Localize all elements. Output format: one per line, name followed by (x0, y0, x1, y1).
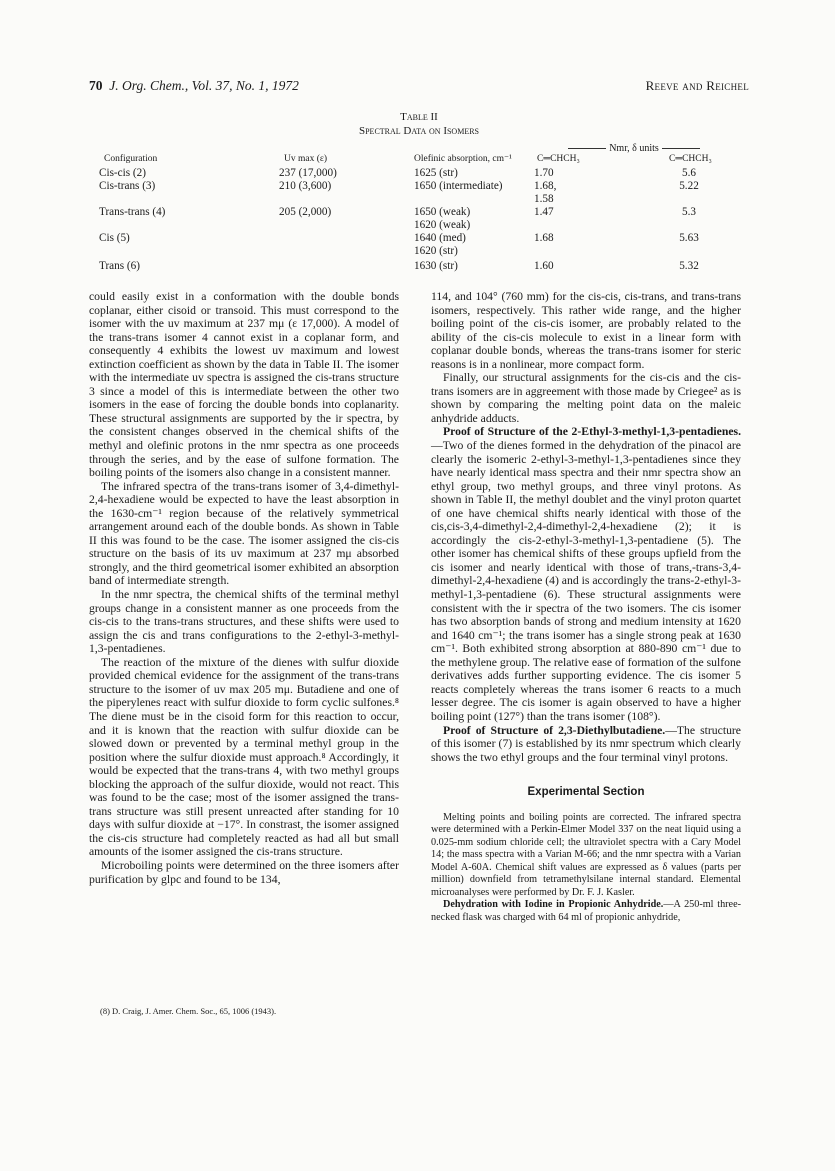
paragraph-text: —Two of the dienes formed in the dehydration of the pinacol are clearly the isomeric 2-ethyl-3-methyl-1,3-pentadienes since they have nearly identical mass spectra and their nmr spectra show an ethyl group, two methyl groups, and three vinyl protons. As shown in Table II, the methyl doublet and the vinyl proton quartet of one have chemical shifts nearly identical with those of the cis,cis-3,4-dimethyl-2,4-dimethyl-2,4-hexadiene (2); it is accordingly the cis-2-ethyl-3-methyl-1,3-pentadiene (5). The other isomer has chemical shifts of these groups upfield from the cis isomer and nearly identical with those of trans,-trans-3,4-dimethyl-2,4-hexadiene (4) and is accordingly the trans-2-ethyl-3-methyl-1,3-pentadiene (6). These structural assignments were consistent with the ir spectra of the two isomers. The cis isomer has two absorption bands of strong and medium intensity at 1620 and 1640 cm⁻¹; the trans isomer has a single strong peak at 1630 cm⁻¹. Both exhibited strong absorption at 880-890 cm⁻¹ due to the methylene group. The relative ease of formation of the sulfone derivatives adds further supporting evidence. The cis isomer 5 reacts completely whereas the trans isomer 6 reacts to a much lesser degree. The cis isomer is again observed to have a higher boiling point (127°) than the trans isomer (108°). (431, 439, 741, 723)
cell-olefinic: 1640 (med) (414, 232, 466, 244)
cell-nmr-methyl: 1.68, (534, 180, 557, 192)
section-title: Experimental Section (527, 786, 645, 799)
th-configuration: Configuration (104, 154, 158, 164)
paragraph-text: —The structure of this isomer (7) is established by its nmr spectrum which clearly shows the two ethyl groups and the four terminal vinyl protons. (431, 723, 741, 764)
th-nmr-vinyl: C═CHCH₃ (669, 154, 712, 164)
cell-config: Cis (5) (99, 232, 130, 244)
th-nmr-methyl: C═CHCH₃ (537, 154, 580, 164)
run-in-heading: Dehydration with Iodine in Propionic Anhydride. (443, 899, 664, 911)
cell-olefinic: 1650 (weak) (414, 206, 471, 218)
header-authors: Reeve and Reichel (645, 78, 749, 93)
cell-config: Trans (6) (99, 260, 140, 272)
run-in-heading: Proof of Structure of the 2-Ethyl-3-methyl-1,3-pentadienes. (443, 425, 741, 439)
page-number: 70 (89, 78, 103, 93)
cell-nmr-methyl: 1.58 (534, 193, 554, 205)
nmr-group-header: Nmr, δ units (529, 143, 739, 156)
cell-nmr-vinyl: 5.22 (679, 180, 699, 192)
right-column (431, 290, 741, 924)
paragraph: The reaction of the mixture of the dienes with sulfur dioxide provided chemical evidence for the assignment of the trans-trans structure to the isomer of uv max 205 mμ. Butadiene and one of the piperylenes react with sulfur dioxide to form cyclic sulfones.⁸ The diene must be in the cisoid form for this reaction to occur, and it is known that the reaction with sulfur dioxide can be slowed down or prevented by a terminal methyl group in the position where the sulfur dioxide must approach.⁸ Accordingly, it would be expected that the trans-trans 4, with two methyl groups blocking the approach of the sulfur dioxide, would not react. This was found to be the case; most of the isomer assigned the trans-trans structure was still present unreacted after standing for 10 days with sulfur dioxide at −17°. In constrast, the isomer assigned the cis-cis structure had completely reacted as had all but small amounts of the isomer assigned the cis-trans structure. (89, 655, 399, 859)
cell-uv: 237 (17,000) (279, 167, 337, 179)
cell-nmr-methyl: 1.68 (534, 232, 554, 244)
th-uv-max: Uv max (ε) (284, 154, 328, 164)
cell-olefinic: 1650 (intermediate) (414, 180, 503, 192)
cell-olefinic: 1620 (str) (414, 245, 458, 257)
run-in-heading: Proof of Structure of 2,3-Diethylbutadiene. (443, 723, 666, 737)
cell-uv: 210 (3,600) (279, 180, 332, 192)
cell-olefinic: 1620 (weak) (414, 219, 471, 231)
paragraph: The infrared spectra of the trans-trans isomer of 3,4-dimethyl-2,4-hexadiene would be expected to have the least absorption in the 1630-cm⁻¹ region because of the relatively symmetrical arrangement around each of the double bonds. As shown in Table II this was found to be the case. The isomer assigned the cis-cis structure on the basis of its uv maximum at 237 mμ absorbed strongly, and the third geometrical isomer exhibited an absorption band of intermediate strength. (89, 479, 399, 588)
table-label: Table II (400, 111, 438, 123)
footnote: (8) D. Craig, J. Amer. Chem. Soc., 65, 1006 (1943). (100, 1006, 277, 1016)
paragraph: 114, and 104° (760 mm) for the cis-cis, cis-trans, and trans-trans isomers, respectively. This rather wide range, and the higher boiling point of the cis-cis isomer, are probably related to the ability of the cis-cis molecule to exist in a linear form with coplanar double bonds, whereas the trans-trans isomer for steric reasons is in a nonlinear, more compact form. (431, 290, 741, 371)
cell-nmr-methyl: 1.47 (534, 206, 554, 218)
paragraph (431, 425, 741, 723)
header-left (89, 78, 299, 94)
table-title: Spectral Data on Isomers (358, 125, 479, 137)
cell-config: Cis-trans (3) (99, 180, 156, 192)
cell-nmr-vinyl: 5.3 (682, 206, 696, 218)
cell-config: Cis-cis (2) (99, 167, 146, 179)
cell-nmr-methyl: 1.70 (534, 167, 554, 179)
paragraph: Melting points and boiling points are corrected. The infrared spectra were determined with a Perkin-Elmer Model 337 on the neat liquid using a 0.025-mm sodium chloride cell; the ultraviolet spectra with a Cary Model 14; the mass spectra with a Varian M-66; and the nmr spectra with a Varian Model A-60A. Chemical shift values are expressed as δ values (parts per million) downfield from tetramethylsilane internal standard. Elemental microanalyses were performed by Dr. F. J. Kasler. (431, 811, 741, 898)
cell-nmr-methyl: 1.60 (534, 260, 554, 272)
paragraph: could easily exist in a conformation with the double bonds coplanar, either cisoid or transoid. This must correspond to the isomer with the uv maximum at 237 mμ (ε 17,000). A model of the trans-trans isomer 4 cannot exist in a coplanar form, and consequently 4 exhibits the lowest uv maximum and lowest extinction coefficient as shown by the data in Table II. The isomer with the intermediate uv spectra is assigned the cis-trans structure 3 since a model of this is intermediate between the other two isomers in the ease of forcing the double bonds into coplanarity. These structural assignments are supported by the ir spectra, by the consistent changes observed in the chemical shifts of the methyl and olefinic protons in the nmr spectra as one proceeds through the series, and by the ease of sulfone formation. The boiling points of the isomers also change in a consistent manner. (89, 290, 399, 480)
paragraph: Microboiling points were determined on the three isomers after purification by glpc and found to be 134, (89, 858, 399, 886)
cell-uv: 205 (2,000) (279, 206, 332, 218)
cell-nmr-vinyl: 5.63 (679, 232, 699, 244)
journal-volume: Vol. 37, No. 1, 1972 (191, 78, 299, 93)
running-header (89, 78, 749, 96)
cell-nmr-vinyl: 5.6 (682, 167, 696, 179)
paragraph (431, 899, 741, 924)
paragraph: In the nmr spectra, the chemical shifts of the terminal methyl groups change in a consistent manner as one proceeds from the cis-cis to the trans-trans structures, and these shifts were used to assign the cis and trans configurations to the 2-ethyl-3-methyl-1,3-pentadienes. (89, 588, 399, 656)
paragraph (431, 724, 741, 765)
cell-olefinic: 1625 (str) (414, 167, 458, 179)
cell-config: Trans-trans (4) (99, 206, 166, 218)
paragraph-text: —A 250-ml three-necked flask was charged with 64 ml of propionic anhydride, (431, 899, 741, 923)
left-column (89, 290, 399, 886)
cell-olefinic: 1630 (str) (414, 260, 458, 272)
cell-nmr-vinyl: 5.32 (679, 260, 699, 272)
journal-name: J. Org. Chem., (109, 78, 189, 93)
th-olefinic: Olefinic absorption, cm⁻¹ (414, 154, 512, 164)
paragraph: Finally, our structural assignments for the cis-cis and the cis-trans isomers are in aggreement with those made by Criegee² as is shown by comparing the melting point data on the maleic anhydride adducts. (431, 371, 741, 425)
